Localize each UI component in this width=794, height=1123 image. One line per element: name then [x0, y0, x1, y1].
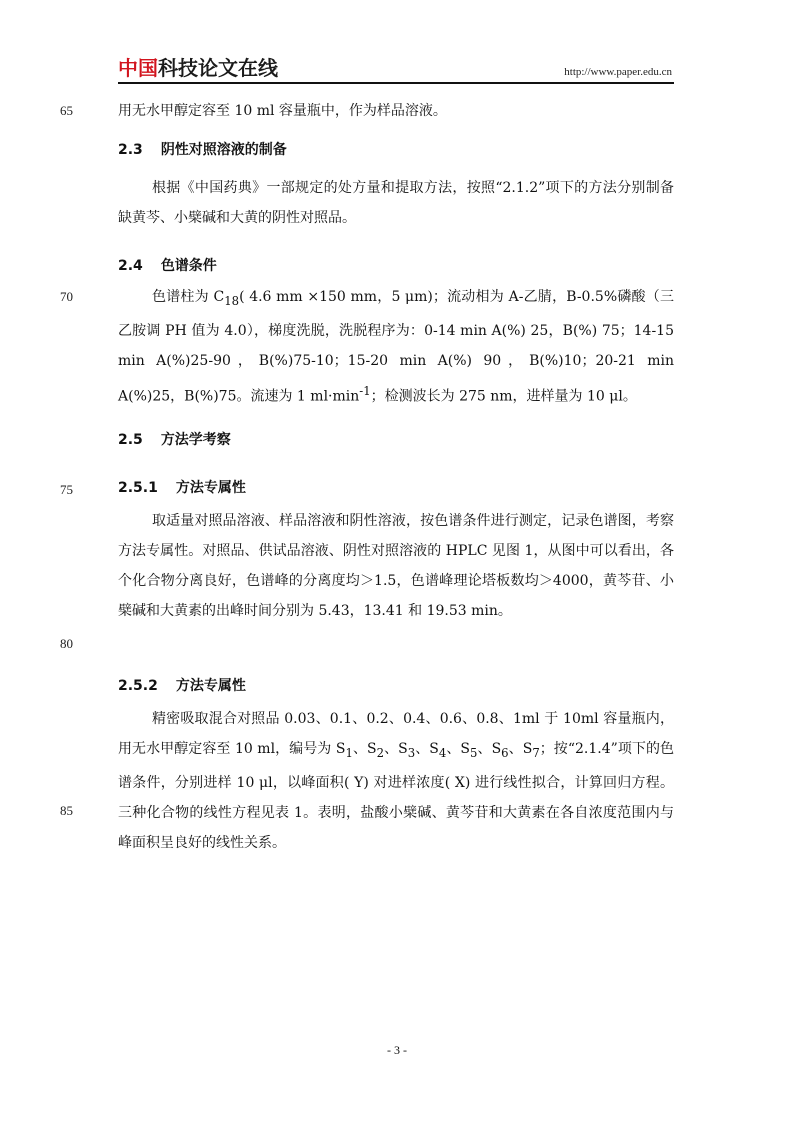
section-number: 2.3	[118, 142, 143, 158]
journal-logo	[118, 56, 278, 80]
subscript: 3	[407, 745, 416, 760]
superscript: -1	[359, 383, 371, 398]
paragraph-2-4	[118, 282, 674, 411]
text-segment: ；按“2.1.4”项下的色谱条件，分别进样 10 μl，以峰面积( Y) 对进样浓度( X) 进行线性拟合，计算回归方程。三种化合物的线性方程见表 1。表明，盐酸小檗碱、黄芩苷和大黄素在各自浓度范围内与峰面积呈良好的线性关系。	[118, 741, 675, 851]
line-number: 80	[60, 636, 73, 651]
header-rule	[118, 82, 674, 84]
line-number: 65	[60, 103, 73, 118]
subscript: 7	[532, 745, 540, 760]
section-number: 2.4	[118, 258, 143, 274]
section-number: 2.5	[118, 432, 143, 448]
subscript: 6	[501, 745, 509, 760]
section-title: 方法学考察	[160, 432, 231, 448]
logo-red-text: 中国	[118, 56, 158, 80]
text-segment: 、S	[352, 741, 377, 757]
section-title: 色谱条件	[160, 258, 217, 274]
line-number: 75	[60, 482, 73, 497]
subscript: 5	[470, 745, 478, 760]
text-segment: 、S	[477, 741, 502, 757]
paragraph-2-3: 根据《中国药典》一部规定的处方量和提取方法，按照“2.1.2”项下的方法分别制备缺黄芩、小檗碱和大黄的阴性对照品。	[118, 180, 674, 226]
section-heading-2-5-2	[118, 676, 246, 696]
subscript: 1	[345, 745, 353, 760]
logo-dark-text: 科技论文在线	[158, 56, 278, 80]
section-heading-2-5-1	[118, 478, 246, 498]
subscript: 18	[224, 293, 240, 308]
paragraph-intro: 用无水甲醇定容至 10 ml 容量瓶中，作为样品溶液。	[118, 103, 447, 119]
text-segment: 、S	[446, 741, 471, 757]
section-number: 2.5.2	[118, 678, 158, 694]
paragraph-2-5-2	[118, 704, 674, 858]
section-heading-2-4	[118, 256, 217, 276]
header-url: http://www.paper.edu.cn	[564, 66, 672, 78]
line-number: 85	[60, 803, 73, 818]
text-segment: 精密吸取混合对照品 0.03、0.1、0.2、0.4、0.6、0.8、1ml 于 10ml 容量瓶内，用无水甲醇定容至 10 ml，编号为 S	[118, 711, 674, 757]
text-segment: 、S	[415, 741, 439, 757]
text-segment: 、S	[384, 741, 408, 757]
line-number: 70	[60, 289, 73, 304]
section-heading-2-3	[118, 140, 287, 160]
section-number: 2.5.1	[118, 480, 158, 496]
section-title: 阴性对照溶液的制备	[160, 142, 287, 158]
section-heading-2-5	[118, 430, 231, 450]
section-title: 方法专属性	[175, 480, 246, 496]
text-segment: 色谱柱为 C	[152, 289, 225, 305]
section-title: 方法专属性	[175, 678, 246, 694]
text-segment: ；检测波长为 275 nm，进样量为 10 μl。	[370, 388, 637, 405]
text-segment: 、S	[508, 741, 533, 757]
paragraph-2-5-1: 取适量对照品溶液、样品溶液和阴性溶液，按色谱条件进行测定，记录色谱图，考察方法专属性。对照品、供试品溶液、阴性对照溶液的 HPLC 见图 1，从图中可以看出，各个化合物分离良好，色谱峰的分离度均＞1.5，色谱峰理论塔板数均＞4000，黄芩苷、小檗碱和大黄素的出峰时间分别为 5.43，13.41 和 19.53 min。	[118, 513, 674, 619]
subscript: 4	[438, 745, 447, 760]
subscript: 2	[376, 745, 385, 760]
page-number: - 3 -	[387, 1043, 407, 1057]
text-segment: ( 4.6 mm ×150 mm，5 μm)；流动相为 A-乙腈，B-0.5%磷酸（三乙胺调 PH 值为 4.0），梯度洗脱，洗脱程序为：0-14 min A(%) 25，B(%) 75；14-15 min A(%)25-90，B(%)75-10；15-20 min A(%) 90，B(%)10；20-21 min A(%)25，B(%)75。流速为 1 ml·min	[118, 289, 674, 405]
